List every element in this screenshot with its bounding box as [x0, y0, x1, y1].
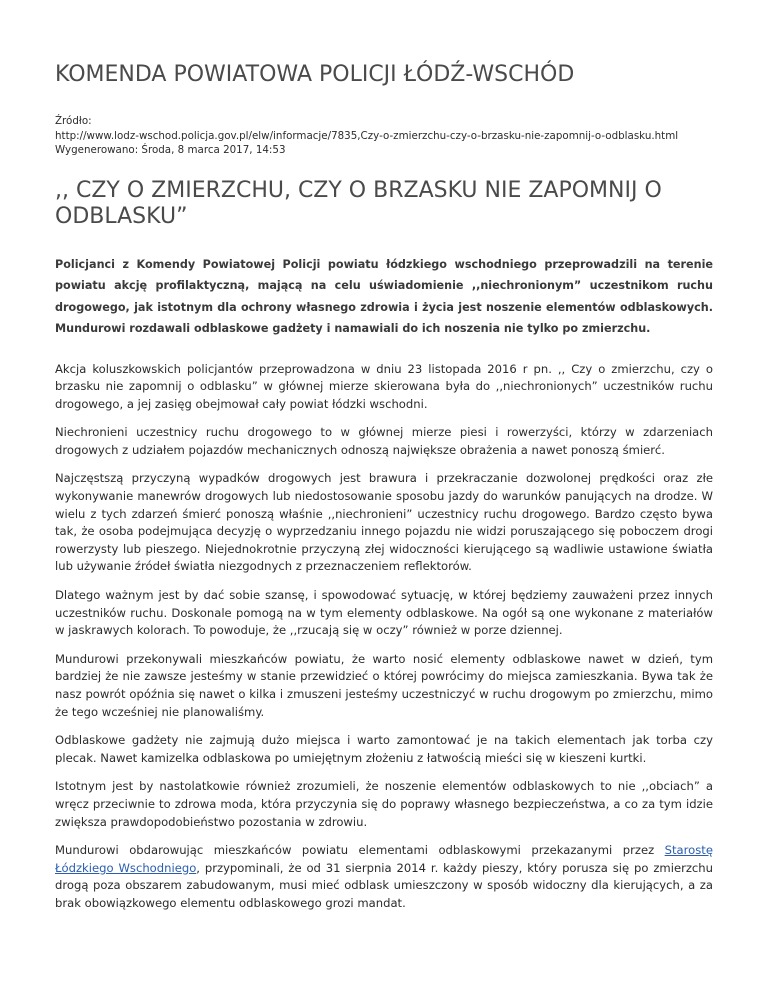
starosta-link[interactable]: Starostę Łódzkiego Wschodniego — [55, 843, 713, 875]
document-meta — [55, 114, 713, 158]
article-paragraph: Niechronieni uczestnicy ruchu drogowego to w głównej mierze piesi i rowerzyści, którzy w zdarzeniach drogowych z udziałem pojazdów mechanicznych odnoszą największe obrażenia a nawet ponoszą śmierć. — [55, 425, 713, 457]
article-paragraph: Dlatego ważnym jest by dać sobie szansę, i spowodować sytuację, w której będziemy zauważeni przez innych uczestników ruchu. Doskonale pomogą na w tym elementy odblaskowe. Na ogół są one wykonane z materiałów w jaskrawych kolorach. To powoduje, że ,,rzucają się w oczy” również w porze dziennej. — [55, 588, 713, 638]
paragraph-text: , przypominali, że od 31 sierpnia 2014 r. każdy pieszy, który porusza się po zmierzchu drogą poza obszarem zabudowanym, musi mieć odblask umieszczony w sposób widoczny dla kierujących, a za brak obowiązkowego elementu odblaskowego grozi mandat. — [55, 860, 714, 910]
article-paragraph: Akcja koluszkowskich policjantów przeprowadzona w dniu 23 listopada 2016 r pn. ,, Czy o zmierzchu, czy o brzasku nie zapomnij o odblasku” w głównej mierze skierowana była do ,,niechronionych” uczestników ruchu drogowego, a jej zasięg obejmował cały powiat łódzki wschodni. — [55, 361, 713, 411]
source-url: http://www.lodz-wschod.policja.gov.pl/elw/informacje/7835,Czy-o-zmierzchu-czy-o-brzasku-nie-zapomnij-o-odblasku.html — [55, 129, 679, 142]
article-paragraph: Najczęstszą przyczyną wypadków drogowych jest brawura i przekraczanie dozwolonej prędkości oraz złe wykonywanie manewrów drogowych lub niedostosowanie sposobu jazdy do warunków panujących na drodze. W wielu z tych zdarzeń śmierć ponoszą właśnie ,,niechronieni” uczestnicy ruchu drogowego. Bardzo często bywa tak, że osoba podejmująca decyzję o wyprzedzaniu innego pojazdu nie widzi poruszającego się poboczem drogi rowerzysty lub pieszego. Niejednokrotnie przyczyną złej widoczności kierującego są wadliwie ustawione światła lub używanie źródeł światła niezgodnych z przeznaczeniem reflektorów. — [55, 471, 713, 574]
article-title: ,, CZY O ZMIERZCHU, CZY O BRZASKU NIE ZAPOMNIJ O ODBLASKU” — [55, 177, 662, 229]
article-body — [55, 361, 713, 913]
article-paragraph: Mundurowi przekonywali mieszkańców powiatu, że warto nosić elementy odblaskowe nawet w dzień, tym bardziej że nie zawsze jesteśmy w stanie przewidzieć o której powrócimy do miejsca zamieszkania. Bywa tak że nasz powrót opóźnia się nawet o kilka i zmuszeni jesteśmy uczestniczyć w ruchu drogowym po zmierzchu, mimo że tego wcześniej nie planowaliśmy. — [55, 651, 713, 719]
article-paragraph: Istotnym jest by nastolatkowie również zrozumieli, że noszenie elementów odblaskowych to nie ,,obciach” a wręcz przeciwnie to zdrowa moda, która przyczynia się do poprawy własnego bezpieczeństwa, a co za tym idzie zwiększa prawdopodobieństwo pozostania w zdrowiu. — [55, 779, 713, 829]
article-lead: Policjanci z Komendy Powiatowej Policji powiatu łódzkiego wschodniego przeprowadzili na terenie powiatu akcję profilaktyczną, mającą na celu uświadomienie ,,niechronionym” uczestnikom ruchu drogowego, jak istotnym dla ochrony własnego zdrowia i życia jest noszenie elementów odblaskowych. Mundurowi rozdawali odblaskowe gadżety i namawiali do ich noszenia nie tylko po zmierzchu. — [55, 257, 713, 335]
article-paragraph-last — [55, 842, 713, 912]
article-paragraph: Odblaskowe gadżety nie zajmują dużo miejsca i warto zamontować je na takich elementach jak torba czy plecak. Nawet kamizelka odblaskowa po umiejętnym złożeniu z łatwością mieści się w kieszeni kurtki. — [55, 733, 713, 765]
generated-date: Wygenerowano: Środa, 8 marca 2017, 14:53 — [55, 144, 286, 156]
site-title: KOMENDA POWIATOWA POLICJI ŁÓDŹ-WSCHÓD — [55, 62, 575, 87]
paragraph-text: Mundurowi obdarowując mieszkańców powiatu elementami odblaskowymi przekazanymi przez — [55, 843, 665, 858]
source-label: Źródło: — [55, 115, 92, 127]
